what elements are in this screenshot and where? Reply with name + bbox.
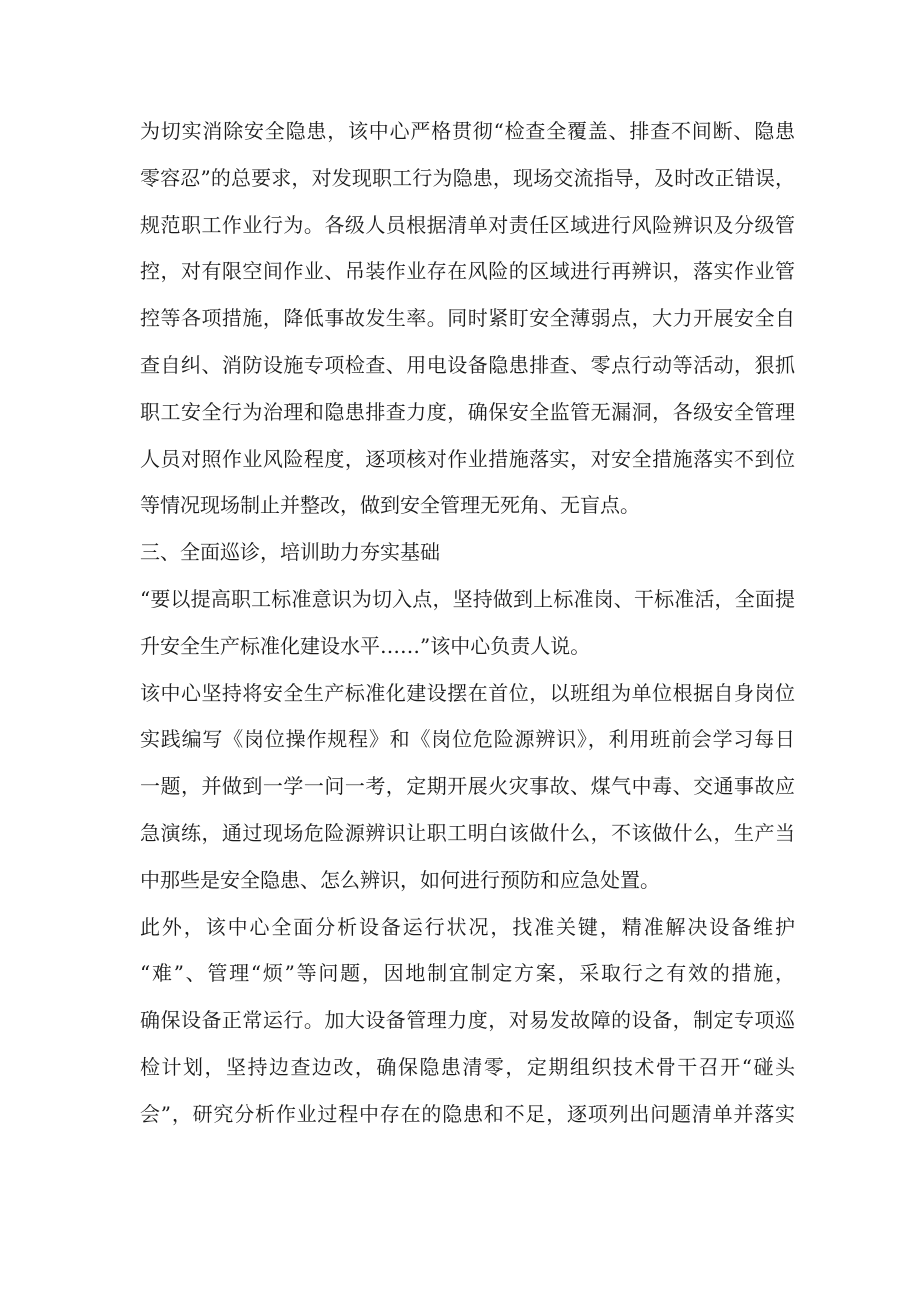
text-line: 会”，研究分析作业过程中存在的隐患和不足，逐项列出问题清单并落实 — [140, 1101, 795, 1126]
text-line: 中那些是安全隐患、怎么辨识，如何进行预防和应急处置。 — [140, 867, 660, 892]
text-line: “要以提高职工标准意识为切入点，坚持做到上标准岗、干标准活，全面提 — [140, 586, 795, 611]
text-line: 三、全面巡诊，培训助力夯实基础 — [140, 540, 440, 565]
text-line: 一题，并做到一学一问一考，定期开展火灾事故、煤气中毒、交通事故应 — [140, 774, 795, 799]
text-line: 查自纠、消防设施专项检查、用电设备隐患排查、零点行动等活动，狠抓 — [140, 352, 795, 377]
text-line: 人员对照作业风险程度，逐项核对作业措施落实，对安全措施落实不到位 — [140, 446, 795, 471]
text-line: 确保设备正常运行。加大设备管理力度，对易发故障的设备，制定专项巡 — [140, 1008, 795, 1033]
text-line: 规范职工作业行为。各级人员根据清单对责任区域进行风险辨识及分级管 — [140, 212, 795, 237]
text-line: 控，对有限空间作业、吊装作业存在风险的区域进行再辨识，落实作业管 — [140, 259, 795, 284]
text-line: 为切实消除安全隐患，该中心严格贯彻“检查全覆盖、排查不间断、隐患 — [140, 119, 795, 143]
text-line: 零容忍”的总要求，对发现职工行为隐患，现场交流指导，及时改正错误， — [140, 165, 795, 190]
text-line: 控等各项措施，降低事故发生率。同时紧盯安全薄弱点，大力开展安全自 — [140, 306, 795, 331]
document-body — [0, 108, 920, 1138]
text-line: 职工安全行为治理和隐患排查力度，确保安全监管无漏洞，各级安全管理 — [140, 399, 795, 424]
text-line: “难”、管理“烦”等问题，因地制宜制定方案，采取行之有效的措施， — [140, 961, 795, 986]
text-line: 升安全生产标准化建设水平……”该中心负责人说。 — [140, 633, 591, 658]
text-line: 检计划，坚持边查边改，确保隐患清零，定期组织技术骨干召开“碰头 — [140, 1054, 795, 1079]
text-line: 此外，该中心全面分析设备运行状况，找准关键，精准解决设备维护 — [140, 914, 795, 939]
text-line: 实践编写《岗位操作规程》和《岗位危险源辨识》，利用班前会学习每日 — [140, 727, 795, 752]
text-line: 等情况现场制止并整改，做到安全管理无死角、无盲点。 — [140, 493, 640, 518]
text-line: 急演练，通过现场危险源辨识让职工明白该做什么，不该做什么，生产当 — [140, 820, 795, 845]
text-line: 该中心坚持将安全生产标准化建设摆在首位，以班组为单位根据自身岗位 — [140, 680, 795, 705]
